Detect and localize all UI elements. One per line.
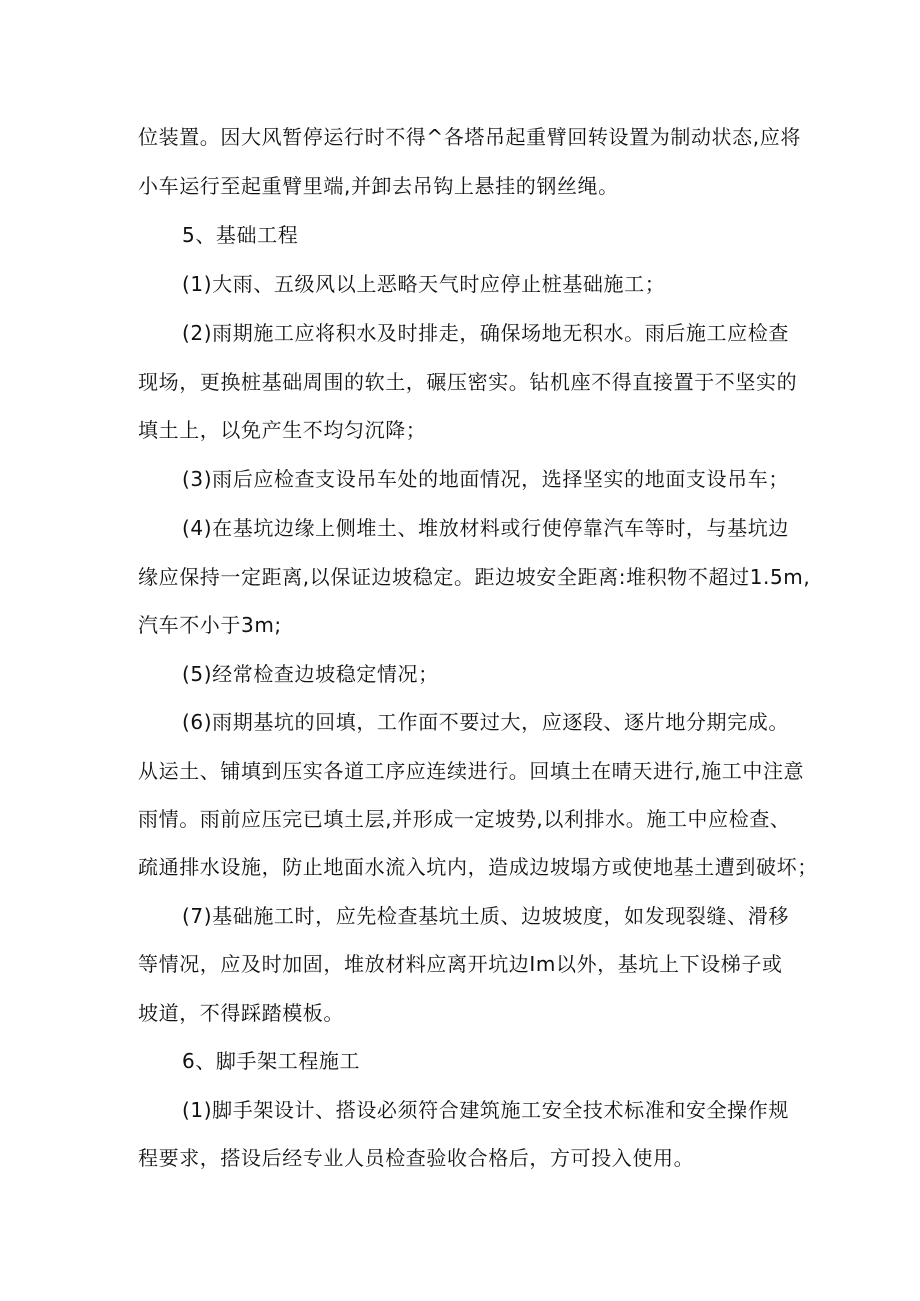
paragraph-line: 雨情。雨前应压完已填土层,并形成一定坡势,以利排水。施工中应检查、 [138, 807, 791, 831]
paragraph-line: 等情况，应及时加固，堆放材料应离开坑边Im以外，基坑上下设梯子或 [138, 952, 783, 976]
paragraph-line: 位装置。因大风暂停运行时不得^各塔吊起重臂回转设置为制动状态,应将 [138, 125, 801, 149]
paragraph-line: 从运土、铺填到压实各道工序应连续进行。回填土在晴天进行,施工中注意 [138, 759, 805, 783]
paragraph-line: 疏通排水设施，防止地面水流入坑内，造成边坡塌方或使地基土遭到破坏； [138, 855, 818, 879]
list-item: (1)脚手架设计、搭设必须符合建筑施工安全技术标准和安全操作规 [182, 1098, 789, 1122]
list-item: (2)雨期施工应将积水及时排走，确保场地无积水。雨后施工应检查 [182, 321, 789, 345]
list-item: (5)经常检查边坡稳定情况； [182, 662, 439, 686]
section-heading: 6、脚手架工程施工 [182, 1049, 361, 1073]
section-heading: 5、基础工程 [182, 223, 299, 247]
paragraph-line: 小车运行至起重臂里端,并卸去吊钩上悬挂的钢丝绳。 [138, 174, 619, 198]
paragraph-line: 缘应保持一定距离,以保证边坡稳定。距边坡安全距离:堆积物不超过1.5m, [138, 565, 811, 589]
paragraph-line: 填土上，以免产生不均匀沉降； [138, 418, 427, 442]
list-item: (1)大雨、五级风以上恶略天气时应停止桩基础施工； [182, 272, 666, 296]
paragraph-line: 汽车不小于3m; [138, 613, 282, 637]
paragraph-line: 程要求，搭设后经专业人员检查验收合格后，方可投入使用。 [138, 1146, 695, 1170]
list-item: (7)基础施工时，应先检查基坑土质、边坡坡度，如发现裂缝、滑移 [182, 904, 789, 928]
paragraph-line: 坡道，不得踩踏模板。 [138, 1001, 344, 1025]
paragraph-line: 现场，更换桩基础周围的软土，碾压密实。钻机座不得直接置于不坚实的 [138, 370, 798, 394]
list-item: (6)雨期基坑的回填，工作面不要过大，应逐段、逐片地分期完成。 [182, 710, 789, 734]
list-item: (4)在基坑边缘上侧堆土、堆放材料或行使停靠汽车等时，与基坑边 [182, 516, 789, 540]
list-item: (3)雨后应检查支设吊车处的地面情况，选择坚实的地面支设吊车； [182, 467, 789, 491]
